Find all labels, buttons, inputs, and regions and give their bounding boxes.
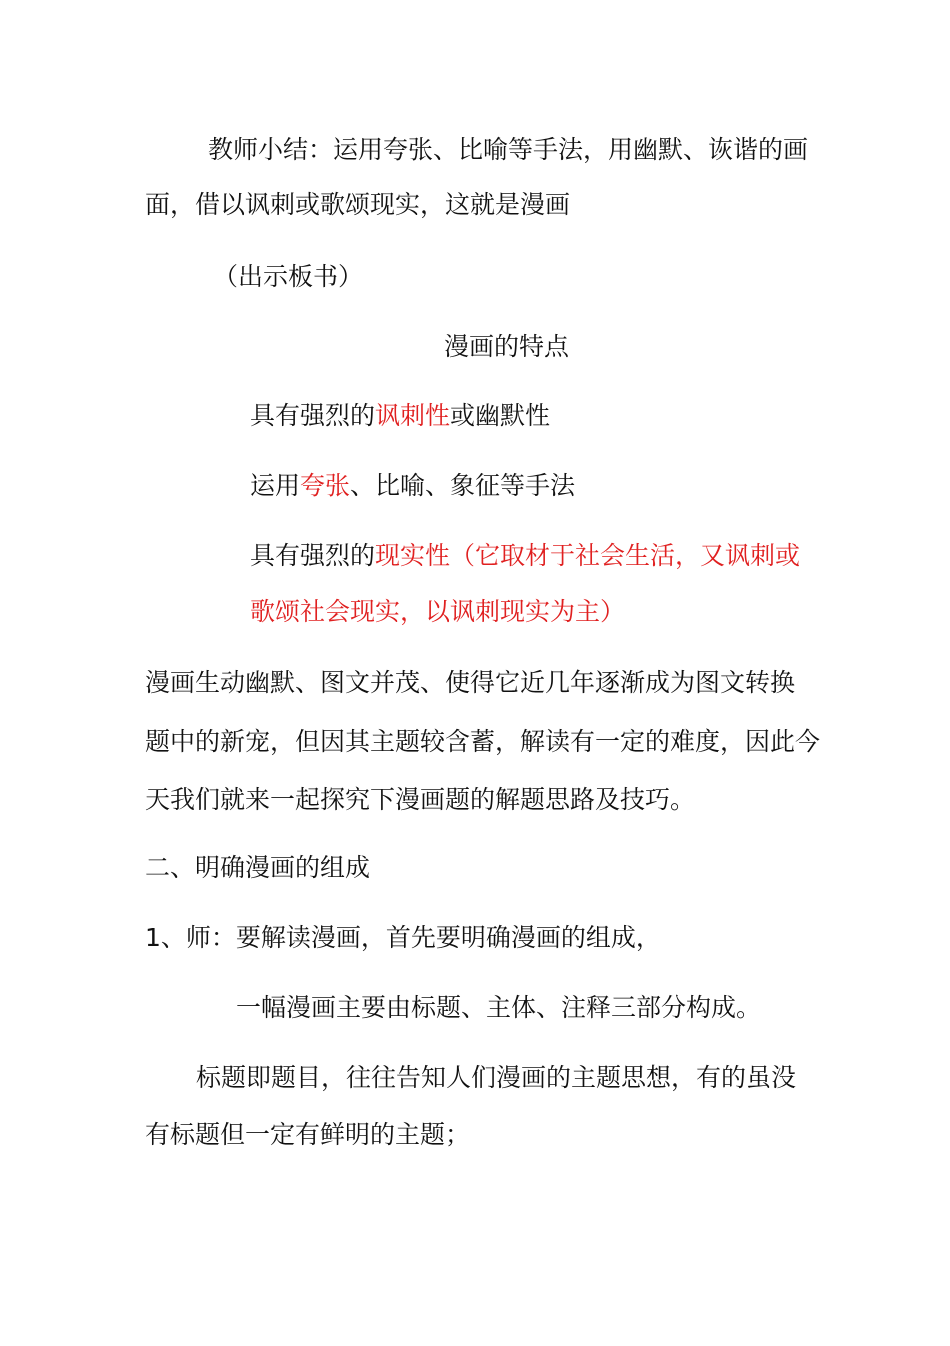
feature-3-highlight-2: 歌颂社会现实，以讽刺现实为主） (250, 597, 626, 626)
point-1-text: 、师：要解读漫画，首先要明确漫画的组成， (160, 923, 661, 952)
feature-item-1 (250, 401, 550, 431)
feature-1-highlight: 讽刺性 (375, 401, 451, 430)
composition-line: 一幅漫画主要由标题、主体、注释三部分构成。 (236, 993, 762, 1022)
intro-line-2: 题中的新宠，但因其主题较含蓄，解读有一定的难度，因此今 (145, 727, 821, 756)
feature-2-suffix: 、比喻、象征等手法 (350, 471, 576, 500)
board-note: （出示板书） (213, 262, 364, 291)
point-1-number: 1 (145, 923, 161, 952)
summary-line-2: 面，借以讽刺或歌颂现实，这就是漫画 (145, 190, 571, 219)
features-heading: 漫画的特点 (444, 332, 570, 361)
feature-1-suffix: 或幽默性 (450, 401, 551, 430)
intro-line-1: 漫画生动幽默、图文并茂、使得它近几年逐渐成为图文转换 (145, 668, 796, 697)
point-1 (145, 923, 661, 953)
title-desc-line-1: 标题即题目，往往告知人们漫画的主题思想，有的虽没 (196, 1063, 797, 1092)
feature-item-2 (250, 471, 575, 501)
intro-line-3: 天我们就来一起探究下漫画题的解题思路及技巧。 (145, 785, 696, 814)
feature-3-highlight-1: 现实性（它取材于社会生活，又讽刺或 (375, 541, 801, 570)
title-desc-line-2: 有标题但一定有鲜明的主题； (145, 1120, 471, 1149)
section-2-heading: 二、明确漫画的组成 (145, 853, 371, 882)
feature-2-prefix: 运用 (250, 471, 301, 500)
feature-item-3 (250, 541, 800, 571)
summary-line-1: 教师小结：运用夸张、比喻等手法，用幽默、诙谐的画 (208, 135, 809, 164)
feature-1-prefix: 具有强烈的 (250, 401, 376, 430)
feature-2-highlight: 夸张 (300, 471, 351, 500)
feature-3-prefix: 具有强烈的 (250, 541, 376, 570)
